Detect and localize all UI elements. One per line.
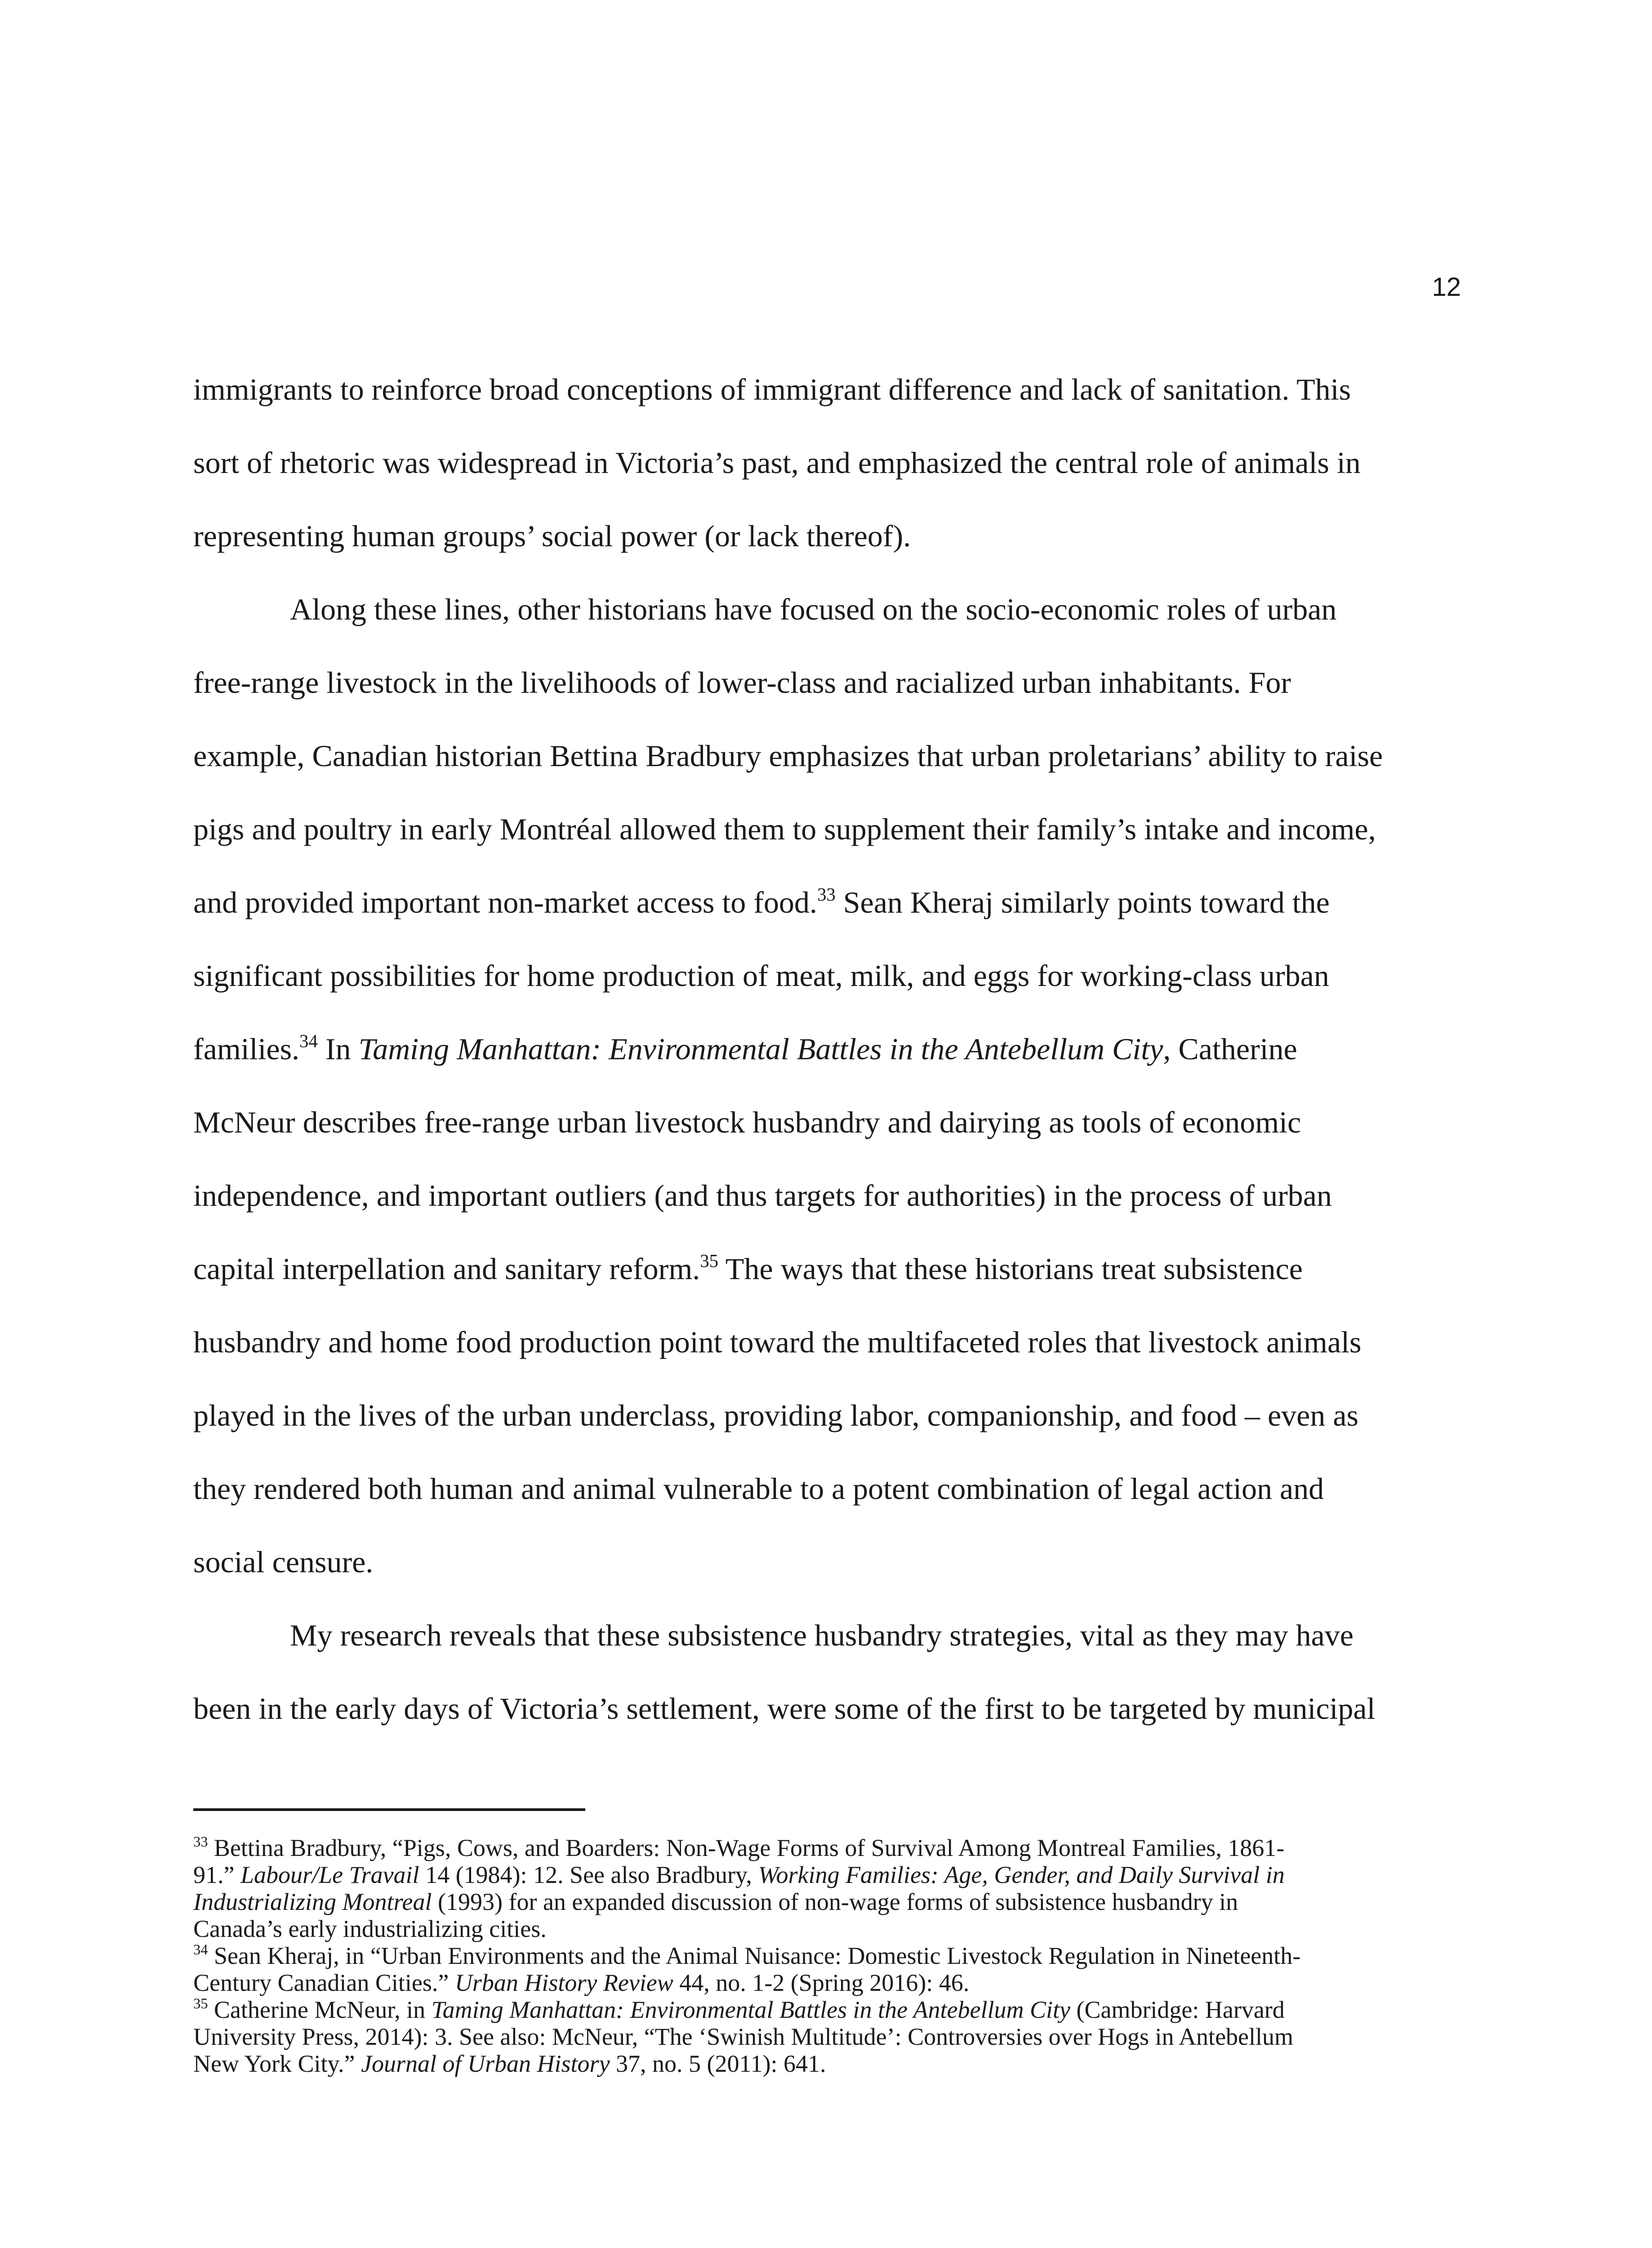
book-title: Industrializing Montreal	[193, 1888, 432, 1915]
body-text-span: Sean Kheraj similarly points toward the	[835, 885, 1330, 919]
body-text	[193, 371, 1456, 1763]
footnote-text: Bettina Bradbury, “Pigs, Cows, and Boarders: Non-Wage Forms of Survival Among Montreal Families, 1861-	[208, 1834, 1285, 1861]
body-line	[193, 1030, 1456, 1104]
footnote-text: 91.”	[193, 1861, 240, 1888]
journal-title: Labour/Le Travail	[240, 1861, 419, 1888]
footnote-ref-35[interactable]: 35	[700, 1251, 719, 1271]
footnote-line	[193, 1969, 1456, 1996]
body-line: been in the early days of Victoria’s settlement, were some of the first to be targeted by municipal	[193, 1691, 1376, 1726]
body-line	[193, 1250, 1456, 1324]
footnote-text: Sean Kheraj, in “Urban Environments and the Animal Nuisance: Domestic Livestock Regulation in Nineteenth-	[208, 1942, 1301, 1969]
footnote-text: (Cambridge: Harvard	[1070, 1996, 1285, 2023]
footnote-line	[193, 1888, 1456, 1915]
body-line: sort of rhetoric was widespread in Victoria’s past, and emphasized the central role of animals in	[193, 446, 1361, 480]
footnote-text: 44, no. 1-2 (Spring 2016): 46.	[673, 1969, 970, 1996]
body-line: they rendered both human and animal vulnerable to a potent combination of legal action and	[193, 1472, 1324, 1506]
body-line: representing human groups’ social power (or lack thereof).	[193, 519, 911, 553]
footnote-text: (1993) for an expanded discussion of non-wage forms of subsistence husbandry in	[432, 1888, 1238, 1915]
body-line: pigs and poultry in early Montréal allowed them to supplement their family’s intake and income,	[193, 812, 1376, 846]
footnote-text: 37, no. 5 (2011): 641.	[610, 2050, 826, 2077]
footnote-text: New York City.”	[193, 2050, 361, 2077]
paragraph-start: My research reveals that these subsistence husbandry strategies, vital as they may have	[290, 1618, 1354, 1652]
journal-title: Journal of Urban History	[361, 2050, 610, 2077]
body-text-span: The ways that these historians treat subsistence	[718, 1252, 1303, 1286]
book-title: Taming Manhattan: Environmental Battles in the Antebellum City	[431, 1996, 1070, 2023]
body-text-span: families.	[193, 1032, 300, 1066]
body-line: free-range livestock in the livelihoods of lower-class and racialized urban inhabitants. For	[193, 665, 1291, 700]
footnote-line	[193, 2050, 1456, 2077]
body-line	[193, 884, 1456, 957]
footnote-text: Catherine McNeur, in	[208, 1996, 432, 2023]
footnote-text: 14 (1984): 12. See also Bradbury,	[419, 1861, 758, 1888]
book-title: Working Families: Age, Gender, and Daily Survival in	[758, 1861, 1285, 1888]
footnote-separator	[193, 1808, 585, 1811]
footnote-number: 34	[193, 1941, 208, 1958]
body-line: immigrants to reinforce broad conceptions of immigrant difference and lack of sanitation. This	[193, 372, 1351, 406]
paragraph-start: Along these lines, other historians have focused on the socio-economic roles of urban	[290, 592, 1337, 626]
footnote-ref-34[interactable]: 34	[299, 1031, 318, 1052]
body-line: McNeur describes free-range urban livestock husbandry and dairying as tools of economic	[193, 1105, 1301, 1139]
journal-title: Urban History Review	[454, 1969, 673, 1996]
body-line: husbandry and home food production point toward the multifaceted roles that livestock animals	[193, 1325, 1362, 1359]
body-line: social censure.	[193, 1545, 374, 1579]
footnote-number: 33	[193, 1833, 208, 1850]
page-number: 12	[1432, 272, 1461, 302]
book-title: Taming Manhattan: Environmental Battles in the Antebellum City	[358, 1032, 1163, 1066]
body-text-span: In	[317, 1032, 359, 1066]
footnote-33	[193, 1834, 1456, 1861]
body-text-span: , Catherine	[1163, 1032, 1297, 1066]
footnote-35	[193, 1996, 1456, 2023]
footnote-text: Century Canadian Cities.”	[193, 1969, 455, 1996]
footnotes	[193, 1834, 1456, 2077]
footnote-ref-33[interactable]: 33	[817, 884, 836, 905]
body-text-span: and provided important non-market access to food.	[193, 885, 817, 919]
body-line: significant possibilities for home production of meat, milk, and eggs for working-class urban	[193, 959, 1329, 993]
body-line: independence, and important outliers (and thus targets for authorities) in the process of urban	[193, 1178, 1332, 1213]
body-line: example, Canadian historian Bettina Bradbury emphasizes that urban proletarians’ ability to raise	[193, 739, 1383, 773]
footnote-34	[193, 1942, 1456, 1969]
footnote-line	[193, 1861, 1456, 1888]
body-text-span: capital interpellation and sanitary reform.	[193, 1252, 700, 1286]
footnote-number: 35	[193, 1995, 208, 2012]
footnote-line: University Press, 2014): 3. See also: McNeur, “The ‘Swinish Multitude’: Controversies over Hogs in Antebellum	[193, 2023, 1294, 2050]
body-line: played in the lives of the urban underclass, providing labor, companionship, and food – even as	[193, 1398, 1358, 1432]
footnote-line: Canada’s early industrializing cities.	[193, 1915, 547, 1942]
